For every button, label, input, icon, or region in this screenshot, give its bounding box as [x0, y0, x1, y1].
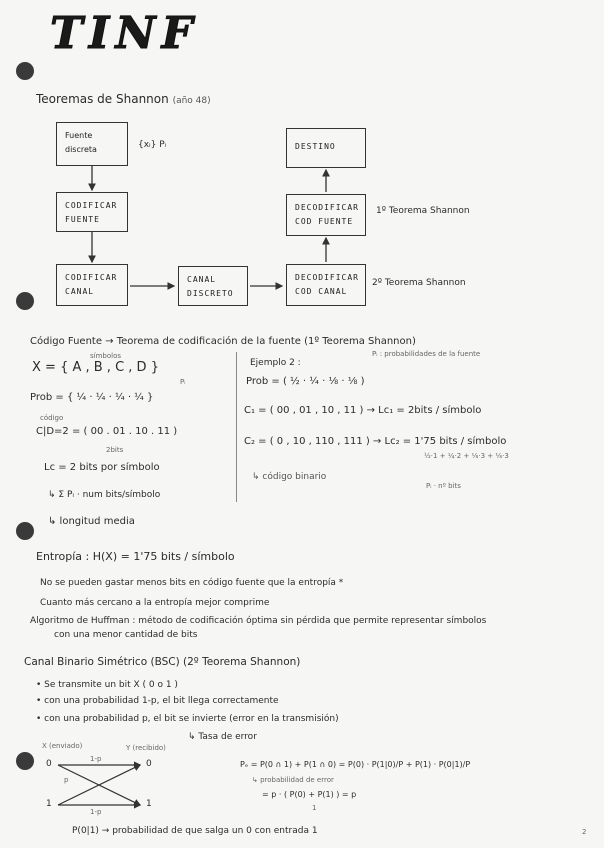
- column-divider: [236, 352, 237, 502]
- theorem1-label: 1º Teorema Shannon: [376, 206, 470, 216]
- bsc-heading: Canal Binario Simétrico (BSC) (2º Teorema Shannon): [24, 656, 301, 668]
- box-destino: DESTINO: [286, 128, 366, 168]
- source-annotation: {xᵢ} Pᵢ: [138, 140, 167, 150]
- bsc-bullet-1: • Se transmite un bit X ( 0 o 1 ): [36, 680, 178, 690]
- bsc-x1: 1: [46, 799, 52, 809]
- page-title: TINF: [50, 8, 199, 59]
- codigo-label: código: [40, 414, 64, 422]
- bsc-bullet-2: • con una probabilidad 1-p, el bit llega correctamente: [36, 696, 279, 706]
- bsc-edge-p: p: [64, 776, 69, 784]
- symbols-label: símbolos: [90, 352, 122, 360]
- code-c2: C₂ = ( 0 , 10 , 110 , 111 ) → Lc₂ = 1'75 bits / símbolo: [244, 436, 507, 447]
- code-bits-note: 2bits: [106, 446, 124, 454]
- example-prob: Prob = ( ½ · ¼ · ⅛ · ⅛ ): [246, 376, 365, 387]
- bsc-edge-top: 1-p: [90, 755, 102, 763]
- section-heading-shannon: Teoremas de Shannon (año 48): [36, 92, 211, 106]
- lc-value: Lc = 2 bits por símbolo: [44, 462, 160, 473]
- pe-simplified-note: 1: [312, 804, 317, 812]
- bsc-y0: 0: [146, 759, 152, 769]
- box-fuente-discreta: Fuente discreta: [56, 122, 128, 166]
- bsc-x0: 0: [46, 759, 52, 769]
- pe-simplified: = p · ( P(0) + P(1) ) = p: [262, 790, 357, 799]
- codigo-fuente-heading: Código Fuente → Teorema de codificación de la fuente (1º Teorema Shannon): [30, 336, 416, 347]
- codigo-binario-note: ↳ código binario: [252, 472, 327, 482]
- pe-note: ↳ probabilidad de error: [252, 776, 334, 784]
- longitud-media: ↳ longitud media: [48, 516, 135, 527]
- example-note: Pᵢ : probabilidades de la fuente: [372, 350, 481, 358]
- pe-formula: Pₑ = P(0 ∩ 1) + P(1 ∩ 0) = P(0) · P(1|0)/P + P(1) · P(0|1)/P: [240, 760, 471, 769]
- bsc-bullet-3: • con una probabilidad p, el bit se invierte (error en la transmisión): [36, 714, 339, 724]
- bsc-x-label: X (enviado): [42, 742, 83, 750]
- code-c1: C₁ = ( 00 , 01 , 10 , 11 ) → Lc₁ = 2bits / símbolo: [244, 405, 482, 416]
- huffman-definition: Algoritmo de Huffman : método de codificación óptima sin pérdida que permite representar símbolos: [30, 616, 487, 626]
- entropy-note-1: No se pueden gastar menos bits en código fuente que la entropía *: [40, 578, 344, 588]
- theorem2-label: 2º Teorema Shannon: [372, 278, 466, 288]
- tasa-error: ↳ Tasa de error: [188, 732, 257, 742]
- bsc-y1: 1: [146, 799, 152, 809]
- box-codificar-canal: CODIFICAR CANAL: [56, 264, 128, 306]
- entropy-line: Entropía : H(X) = 1'75 bits / símbolo: [36, 550, 235, 563]
- entropy-note-2: Cuanto más cercano a la entropía mejor comprime: [40, 598, 270, 608]
- c2-calc: ½·1 + ¼·2 + ⅛·3 + ⅛·3: [424, 452, 509, 460]
- box-canal-discreto: CANAL DISCRETO: [178, 266, 248, 306]
- huffman-definition-2: con una menor cantidad de bits: [54, 630, 198, 640]
- c2-calc-note: Pᵢ · nº bits: [426, 482, 461, 490]
- sum-formula: ↳ Σ Pᵢ · num bits/símbolo: [48, 490, 161, 500]
- prob-tag: Pᵢ: [180, 378, 186, 386]
- prob-uniform: Prob = { ¼ · ¼ · ¼ · ¼ }: [30, 392, 154, 403]
- footer-note: P(0|1) → probabilidad de que salga un 0 con entrada 1: [72, 826, 318, 836]
- box-decodificar-fuente: DECODIFICAR COD FUENTE: [286, 194, 366, 236]
- page-number: 2: [582, 828, 587, 836]
- box-codificar-fuente: CODIFICAR FUENTE: [56, 192, 128, 232]
- bsc-edge-bottom: 1-p: [90, 808, 102, 816]
- code-c: C|D=2 = ( 00 . 01 . 10 . 11 ): [36, 426, 178, 437]
- alphabet: X = { A , B , C , D }: [32, 360, 159, 375]
- example-label: Ejemplo 2 :: [250, 358, 301, 368]
- box-decodificar-canal: DECODIFICAR COD CANAL: [286, 264, 366, 306]
- bsc-y-label: Y (recibido): [126, 744, 166, 752]
